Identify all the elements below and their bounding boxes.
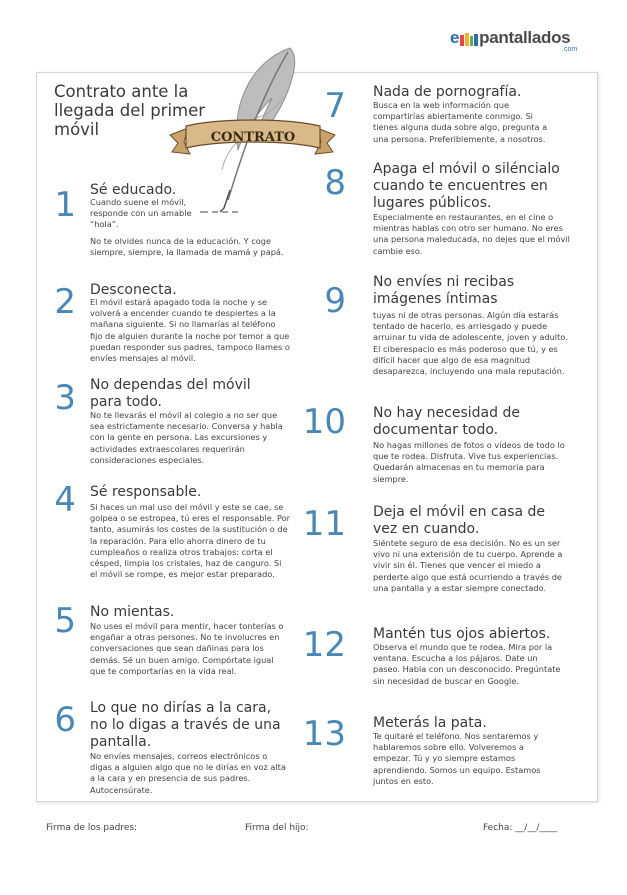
rule-heading: Meterás la pata. xyxy=(373,715,487,731)
rule-body: El móvil estará apagado toda la noche y se volverá a encender cuando te despiertes a la mañana siguiente. Si no llamarías al teléfono fijo de alguien durante la noche por temor a que puedan responder sus padres, tampoco llames o envíes mensajes al móvil. xyxy=(90,297,290,364)
rule-body: Cuando suene el móvil, responde con un amable “hola”. xyxy=(90,197,192,230)
rule-heading: Sé educado. xyxy=(90,182,177,198)
rule-heading: No dependas del móvil para todo. xyxy=(90,377,251,410)
logo-bars-icon xyxy=(460,32,478,46)
rule-body: Especialmente en restaurantes, en el cine o mientras hablas con otro ser humano. No eres una persona maleducada, no dejes que el móvil cambie eso. xyxy=(373,212,570,256)
child-signature-label: Firma del hijo: xyxy=(245,823,309,833)
parents-signature-label: Firma de los padres: xyxy=(46,823,138,833)
rule-number: 4 xyxy=(54,480,76,520)
rule-heading: Nada de pornografía. xyxy=(373,84,522,100)
rule-heading: Sé responsable. xyxy=(90,484,202,500)
rule-number: 7 xyxy=(324,86,346,126)
rule-heading: Apaga el móvil o siléncialo cuando te encuentres en lugares públicos. xyxy=(373,161,560,211)
logo-text: e pantallados xyxy=(450,28,571,47)
rule-body: No uses el móvil para mentir, hacer tonterías o engañar a otras persones. No te involucres en conversaciones que sean dañinas para los demás. Sé un buen amigo. Compórtate igual que te comportarías en la vida real. xyxy=(90,621,284,676)
rule-heading: Desconecta. xyxy=(90,282,177,298)
rule-number: 2 xyxy=(54,282,76,322)
logo-suffix: .com xyxy=(562,46,578,53)
rule-body: Si haces un mal uso del móvil y este se cae, se golpea o se estropea, tú eres el responsable. Por tanto, asumirás los costes de la sustitución o de la reparación. Para ello ahorra dinero de tu cumpleaños o realiza otros trabajos: corta el césped, limpia los cristales, haz de canguro. Si el móvil se rompe, es mejor estar preparado. xyxy=(90,502,290,580)
rule-heading: Deja el móvil en casa de vez en cuando. xyxy=(373,504,546,537)
rule-number: 12 xyxy=(302,625,346,665)
rule-number: 11 xyxy=(302,504,346,544)
rule-heading: No hay necesidad de documentar todo. xyxy=(373,405,520,438)
page-title: Contrato ante la llegada del primer móvil xyxy=(54,82,206,139)
rule-number: 3 xyxy=(54,378,76,418)
rule-body: Te quitaré el teléfono. Nos sentaremos y hablaremos sobre ello. Volveremos a empezar. Tú y yo siempre estamos aprendiendo. Somos un equipo. Estamos juntos en esto. xyxy=(373,731,541,786)
rule-number: 10 xyxy=(302,402,346,442)
rule-body: tuyas ni de otras personas. Algún día estarás tentado de hacerlo, es arriesgado y puede arruinar tu vida de adolescente, joven y adulto. El ciberespacio es más poderoso que tú, y es difícil hacer que algo de esa magnitud desaparezca, incluyendo una mala reputación. xyxy=(373,310,568,377)
rule-body: No envíes mensajes, correos electrónicos o digas a alguien algo que no le dirías en voz alta a la cara y en presencia de sus padres. Autocensúrate. xyxy=(90,751,286,795)
rule-number: 13 xyxy=(302,714,346,754)
rule-number: 5 xyxy=(54,601,76,641)
rule-heading: No mientas. xyxy=(90,604,175,620)
rule-heading: Lo que no dirías a la cara, no lo digas a través de una pantalla. xyxy=(90,700,281,750)
rule-heading: Mantén tus ojos abiertos. xyxy=(373,626,551,642)
rule-body: Siéntete seguro de esa decisión. No es un ser vivo ni una extensión de tu cuerpo. Aprende a vivir sin él. Tienes que vencer el miedo a perderte algo que está ocurriendo a través de una pantalla y a estar siempre conectado. xyxy=(373,538,563,593)
rule-number: 6 xyxy=(54,700,76,740)
rule-body: Busca en la web información que compartirías abiertamente conmigo. Si tienes alguna duda sobre algo, pregunta a una persona. Preferiblemente, a nosotros. xyxy=(373,100,548,144)
rule-heading: No envíes ni recibas imágenes íntimas xyxy=(373,274,515,307)
rule-number: 9 xyxy=(324,281,346,321)
ribbon-label: CONTRATO xyxy=(210,130,296,145)
rule-number: 1 xyxy=(54,185,76,225)
rule-body: No hagas millones de fotos o vídeos de todo lo que te rodea. Disfruta. Vive tus experiencias. Quedarán almacenas en tu memoria para siempre. xyxy=(373,440,565,484)
site-logo xyxy=(450,28,578,53)
rule-body: Observa el mundo que te rodea. Mira por la ventana. Escucha a los pájaros. Date un paseo. Habla con un desconocido. Pregúntate sin necesidad de buscar en Google. xyxy=(373,642,561,686)
rule-body: No te llevarás el móvil al colegio a no ser que sea estrictamente necesario. Conversa y habla con la gente en persona. Las excursiones y actividades extraescolares requerirán consideraciones especiales. xyxy=(90,410,283,465)
date-label: Fecha: __/__/____ xyxy=(483,823,558,833)
rule-number: 8 xyxy=(324,163,346,203)
rule-body: No te olvides nunca de la educación. Y coge siempre, siempre, la llamada de mamá y papá. xyxy=(90,236,284,258)
